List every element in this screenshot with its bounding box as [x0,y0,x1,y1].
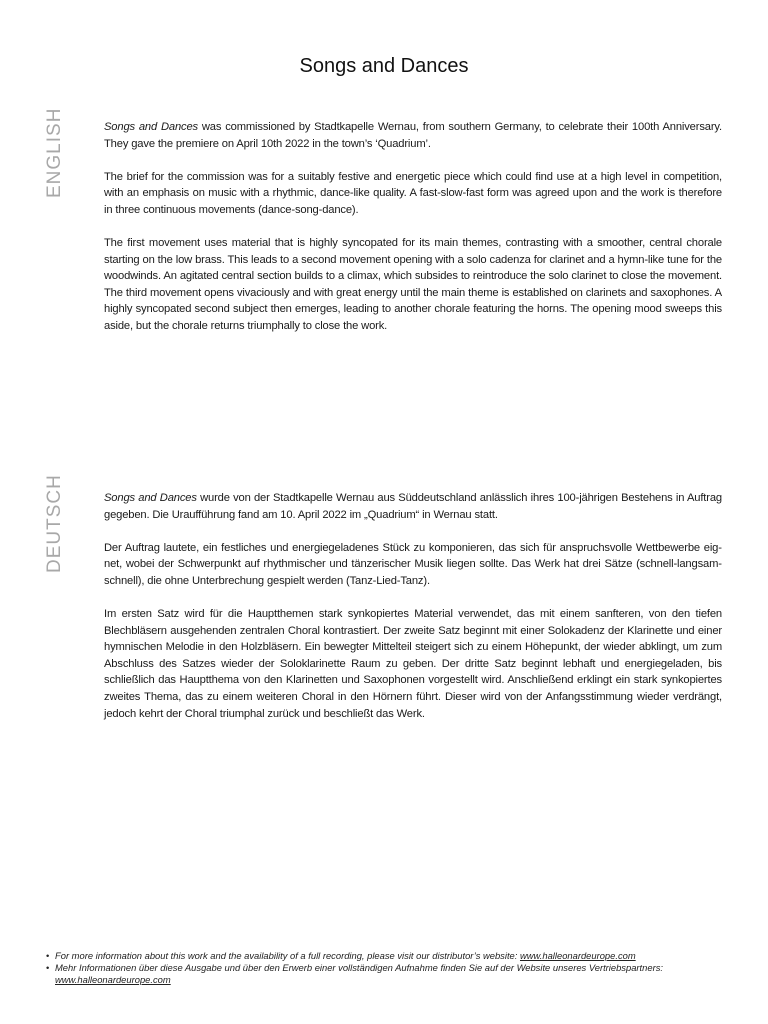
paragraph-text: Im ersten Satz wird für die Hauptthemen stark synkopiertes Material verwendet, das mit einem sanfteren, von den tiefen Blechbläsern ausgehenden zentralen Choral kontrastiert. Der zweite Satz beginnt mit einer Solokadenz der Klarinette und einer hymnischen Melodie in den Holzbläsern. Ein bewegter Mittelteil steigert sich zu einem Höhepunkt, der wieder abklingt, um zum Abschluss des Satzes wieder der Soloklarinette Raum zu geben. Der dritte Satz beginnt lebhaft und energiegeladen, bis schließlich das Hauptthema von den Klarinetten und Saxophonen vorgestellt wird. Anschließend erklingt ein stark synkopiertes zweites Thema, das zu einem weiteren Choral in den Hörnern führt. Dieser wird von der Anfangsstimmung wieder verdrängt, jedoch kehrt der Choral triumphal zurück und beschließt das Werk. [104,607,722,720]
distributor-link[interactable]: www.halleonardeurope.com [55,974,171,985]
footer-notes [46,950,706,986]
paragraph [104,540,722,590]
bullet-icon: • [46,950,50,961]
footnote-text: For more information about this work and the availability of a full recording, please visit our distributor’s website: [55,950,520,961]
paragraph-text: wurde von der Stadtkapelle Wernau aus Süddeutschland anlässlich ihres 100-jährigen Bestehens in Auftrag gegeben. Die Uraufführung fand am 10. April 2022 im „Quadrium“ in Wernau statt. [104,492,722,521]
footnote-text: Mehr Informationen über diese Ausgabe und über den Erwerb einer vollständigen Aufnahme finden Sie auf der Website unseres Vertriebspartners: [55,962,663,973]
work-title-italic: Songs and Dances [104,492,197,504]
work-title-italic: Songs and Dances [104,121,198,133]
paragraph [104,490,722,523]
page-title: Songs and Dances [299,55,469,77]
paragraph-text: The first movement uses material that is highly syncopated for its main themes, contrasting with a smoother, central chorale starting on the low brass. This leads to a second movement opening with a solo cadenza for clarinet and a hymn-like tune for the woodwinds. An agitated central section builds to a climax, which subsides to reintroduce the solo clarinet to close the movement. The third movement opens vivaciously and with great energy until the main theme is established on clarinets and saxophones. A highly syncopated second subject then emerges, leading to another chorale featuring the horns. The opening mood sweeps this aside, but the chorale returns triumphally to close the work. [104,236,722,332]
paragraph-text: Der Auftrag lautete, ein festliches und energiegeladenes Stück zu komponieren, das sich für anspruchsvolle Wettbewerbe eignet, wobei der Schwerpunkt auf rhythmischer und tänzerischer Musik liegen sollte. Das Werk hat drei Sätze (schnell-langsamschnell), die ohne Unterbrechung gespielt werden (Tanz-Lied-Tanz). [104,541,722,587]
paragraph [104,235,722,335]
deutsch-section [104,490,722,739]
paragraph-text: The brief for the commission was for a suitably festive and energetic piece which could find use at a high level in competition, with an emphasis on music with a rhythmic, dance-like quality. A fast-slow-fast form was agreed upon and the work is therefore in three continuous movements (dance-song-dance). [104,170,722,216]
paragraph [104,169,722,219]
section-label-english: ENGLISH [44,107,65,198]
english-section [104,119,722,351]
section-label-deutsch: DEUTSCH [44,474,65,573]
footnote-deutsch [46,962,706,986]
paragraph-text: was commissioned by Stadtkapelle Wernau, from southern Germany, to celebrate their 100th Anniversary. They gave the premiere on April 10th 2022 in the town’s ‘Quadrium’. [104,121,722,150]
paragraph [104,119,722,152]
bullet-icon: • [46,962,50,973]
paragraph [104,606,722,722]
distributor-link[interactable]: www.halleonardeurope.com [519,950,636,961]
footnote-english [46,950,706,962]
